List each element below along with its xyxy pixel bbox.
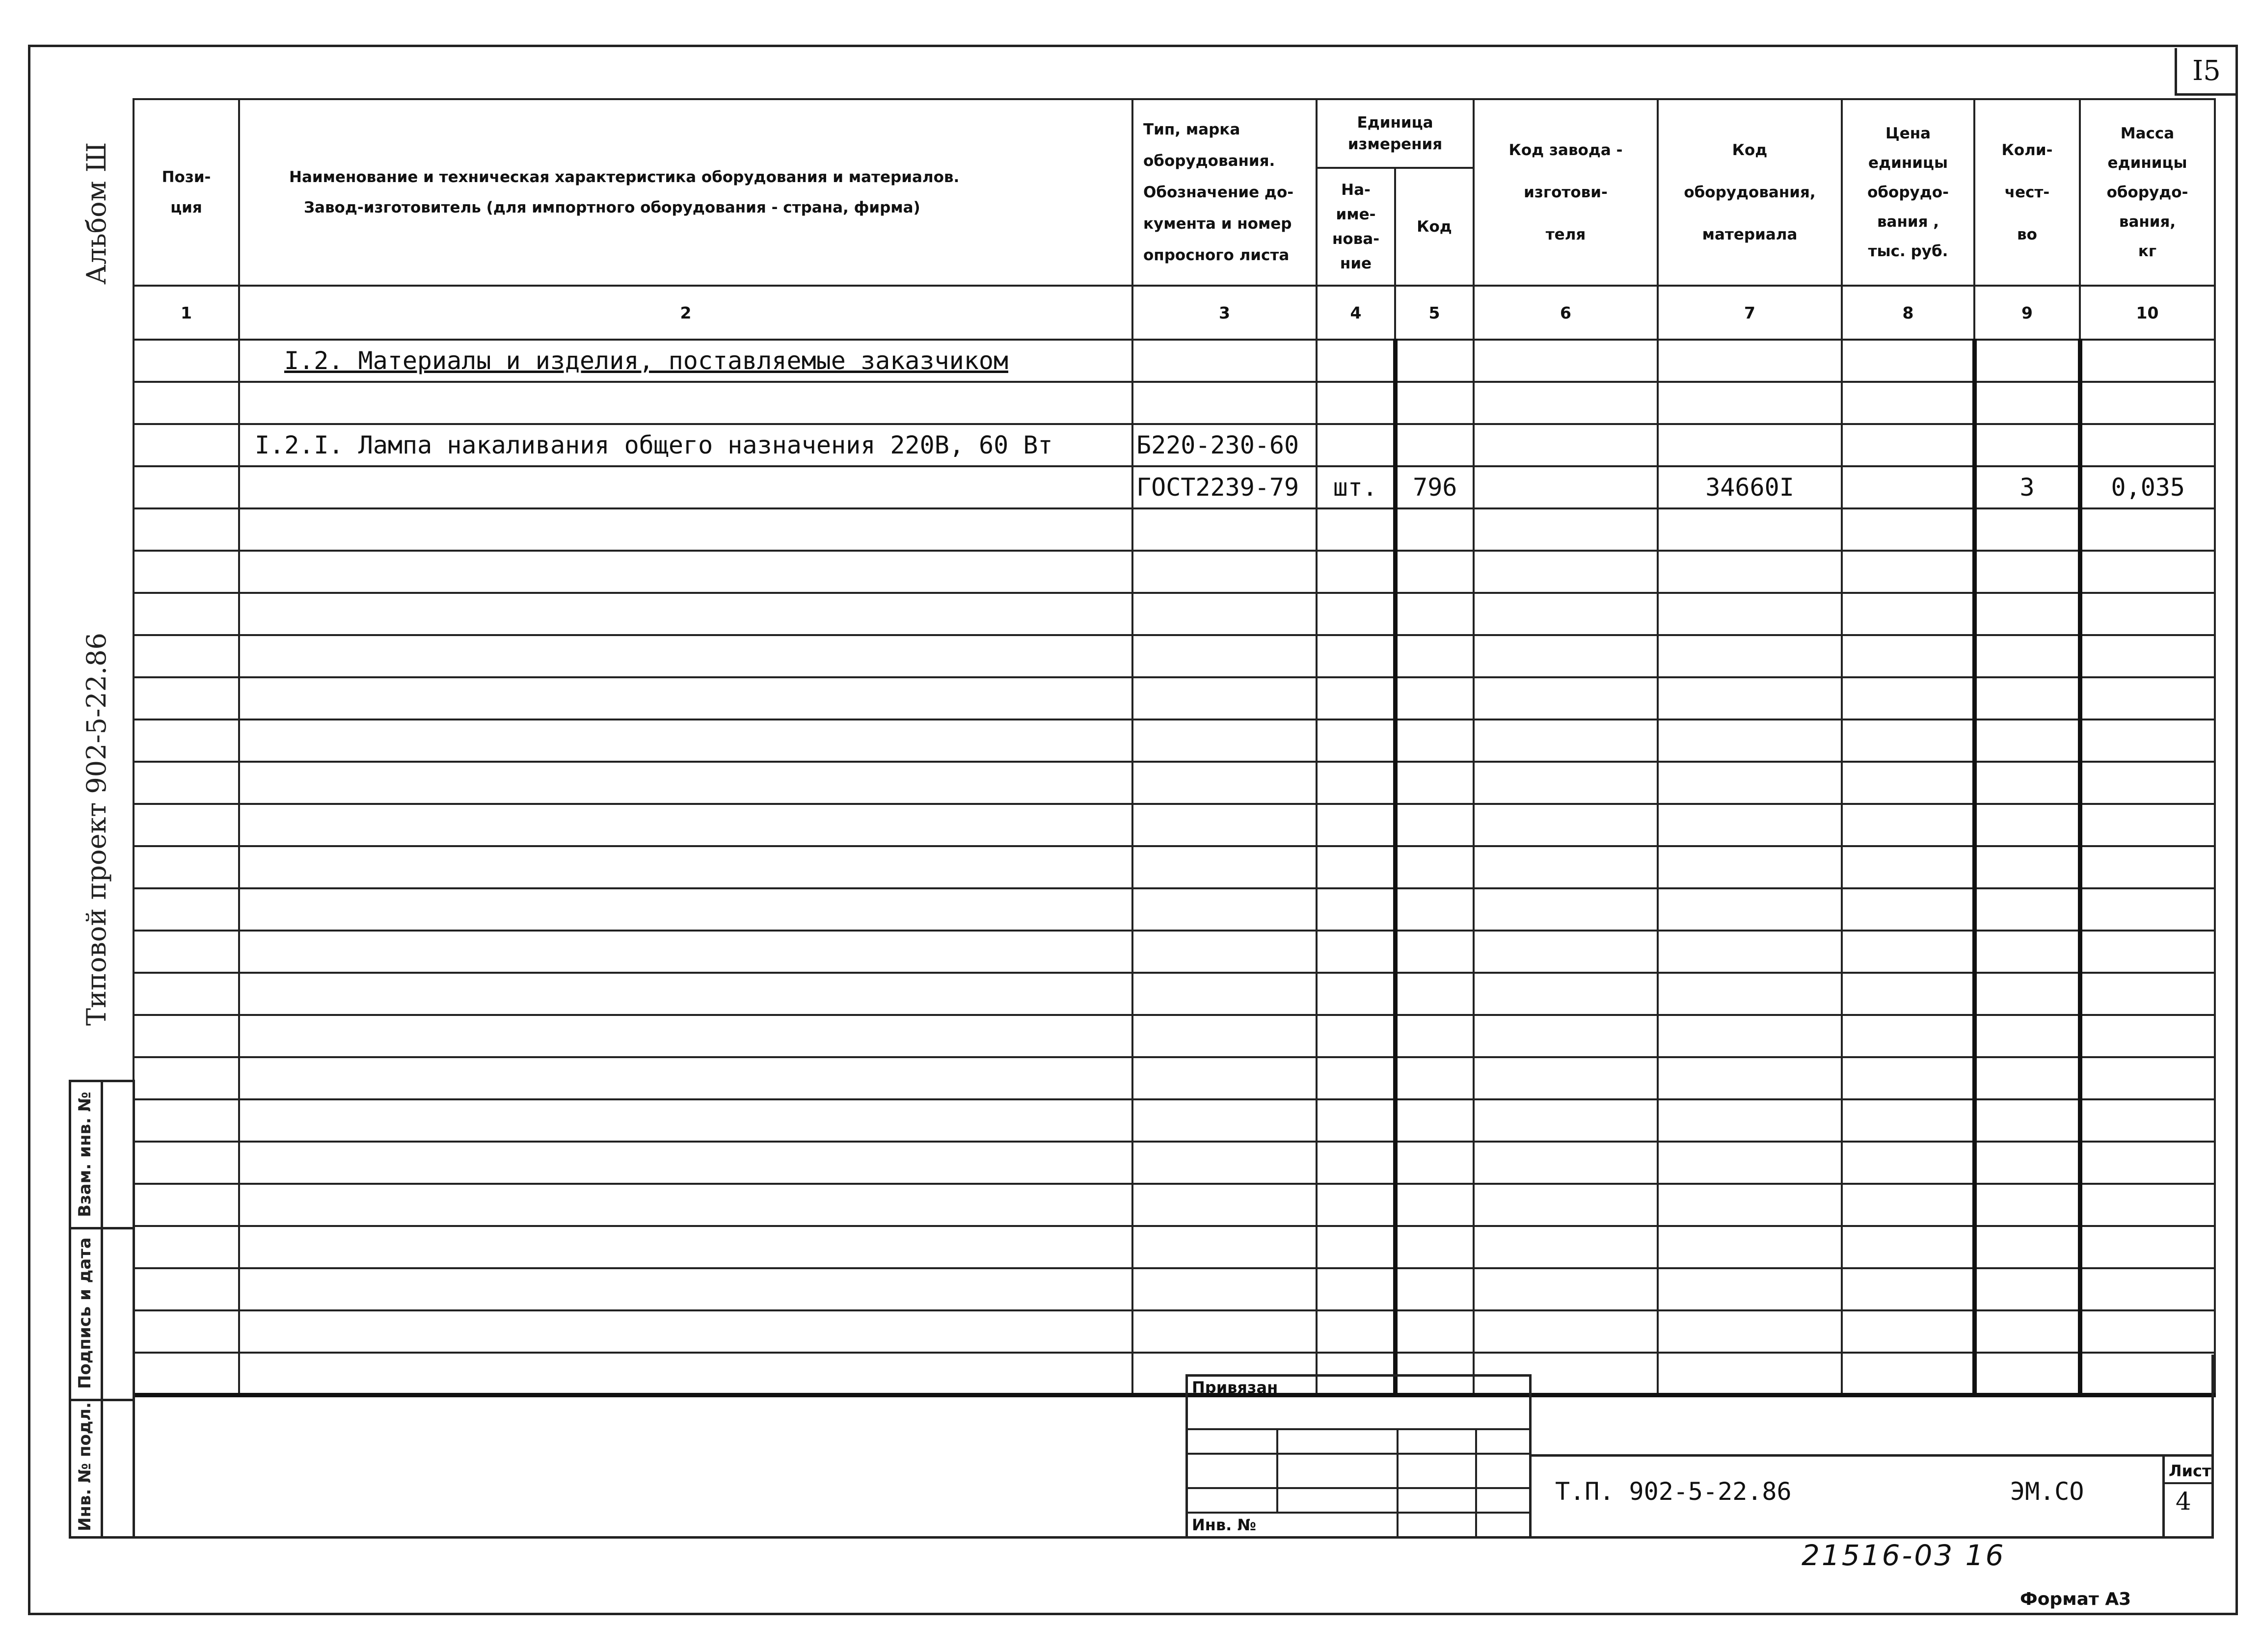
column-number: 8 bbox=[1842, 286, 1974, 340]
table-row bbox=[134, 1184, 2215, 1226]
strip-sign-label: Подпись и дата bbox=[75, 1237, 95, 1389]
format-label: Формат А3 bbox=[2020, 1589, 2131, 1609]
table-row bbox=[134, 1015, 2215, 1057]
table-row bbox=[134, 677, 2215, 719]
table-row bbox=[134, 1268, 2215, 1310]
grid-line bbox=[1185, 1428, 1532, 1430]
table-row bbox=[134, 466, 2215, 508]
table-row bbox=[134, 804, 2215, 846]
grid-line bbox=[1185, 1487, 1532, 1489]
table-row bbox=[134, 382, 2215, 424]
header-price: Цена единицы оборудо- вания , тыс. руб. bbox=[1842, 99, 1974, 286]
header-name: Наименование и техническая характеристика оборудования и материалов. Завод-изготовитель (для импортного оборудования - страна, фирма) bbox=[239, 99, 1132, 286]
grid-line bbox=[1185, 1453, 1532, 1455]
table-row bbox=[134, 1099, 2215, 1142]
header-unit-code: Код bbox=[1395, 168, 1474, 286]
strip-sep bbox=[69, 1399, 135, 1401]
grid-line bbox=[1185, 1512, 1532, 1514]
table-row bbox=[134, 888, 2215, 931]
item-name: I.2.I. Лампа накаливания общего назначения 220В, 60 Вт bbox=[255, 431, 1053, 459]
archive-number: 21516-03 16 bbox=[1802, 1539, 2006, 1572]
header-mass: Масса единицы оборудо- вания, кг bbox=[2080, 99, 2215, 286]
column-number: 5 bbox=[1395, 286, 1474, 340]
table-row bbox=[134, 1142, 2215, 1184]
strip-inv-label: Инв. № подл. bbox=[75, 1402, 95, 1531]
column-number: 7 bbox=[1658, 286, 1842, 340]
table-row bbox=[134, 762, 2215, 804]
item-equipment-code: 34660I bbox=[1705, 473, 1794, 502]
item-unit-name: шт. bbox=[1333, 473, 1377, 502]
header-factory-code: Код завода - изготови- теля bbox=[1474, 99, 1658, 286]
sheet-value: 4 bbox=[2176, 1487, 2191, 1516]
column-number: 1 bbox=[134, 286, 239, 340]
table-row bbox=[134, 635, 2215, 677]
document-code: ЭМ.СО bbox=[2010, 1477, 2084, 1506]
column-number: 9 bbox=[1974, 286, 2080, 340]
item-unit-code: 796 bbox=[1413, 473, 1457, 502]
strip-divider bbox=[101, 1080, 103, 1539]
album-label: Альбом Ш bbox=[81, 142, 112, 285]
section-title: I.2. Материалы и изделия, поставляемые заказчиком bbox=[284, 346, 1009, 375]
table-row bbox=[134, 340, 2215, 382]
table-row bbox=[134, 1310, 2215, 1353]
column-number: 2 bbox=[239, 286, 1132, 340]
item-quantity: 3 bbox=[2019, 473, 2035, 502]
header-unit: Единица измерения bbox=[1317, 99, 1474, 168]
attached-label: Привязан bbox=[1192, 1378, 1278, 1397]
project-label: Типовой проект 902-5-22.86 bbox=[81, 633, 112, 1026]
strip-sep bbox=[69, 1227, 135, 1229]
table-row bbox=[134, 973, 2215, 1015]
item-standard: ГОСТ2239-79 bbox=[1136, 473, 1299, 502]
attached-block bbox=[1185, 1374, 1532, 1539]
inv-number-label: Инв. № bbox=[1192, 1516, 1256, 1534]
table-row bbox=[134, 1057, 2215, 1099]
grid-line bbox=[1475, 1428, 1477, 1539]
sheet-label: Лист bbox=[2169, 1462, 2211, 1480]
grid-line bbox=[1397, 1428, 1399, 1539]
table-row bbox=[134, 508, 2215, 551]
specification-table bbox=[133, 98, 2216, 1397]
item-type: Б220-230-60 bbox=[1136, 431, 1299, 459]
table-row bbox=[134, 846, 2215, 888]
header-type: Тип, марка оборудования. Обозначение до- кумента и номер опросного листа bbox=[1132, 99, 1317, 286]
project-designation: Т.П. 902-5-22.86 bbox=[1555, 1477, 1792, 1506]
table-row bbox=[134, 551, 2215, 593]
grid-line bbox=[1276, 1428, 1278, 1512]
header-unit-name: На- име- нова- ние bbox=[1317, 168, 1395, 286]
column-number: 6 bbox=[1474, 286, 1658, 340]
item-mass: 0,035 bbox=[2111, 473, 2185, 502]
header-quantity: Коли- чест- во bbox=[1974, 99, 2080, 286]
table-row bbox=[134, 424, 2215, 466]
strip-replace-label: Взам. инв. № bbox=[75, 1092, 95, 1217]
table-row bbox=[134, 719, 2215, 762]
sheet-number: I5 bbox=[2175, 48, 2236, 96]
header-position: Пози- ция bbox=[134, 99, 239, 286]
column-number: 4 bbox=[1317, 286, 1395, 340]
column-number: 10 bbox=[2080, 286, 2215, 340]
table-row bbox=[134, 1226, 2215, 1268]
column-number: 3 bbox=[1132, 286, 1317, 340]
table-row bbox=[134, 593, 2215, 635]
table-row bbox=[134, 931, 2215, 973]
grid-line bbox=[2162, 1482, 2214, 1484]
header-equipment-code: Код оборудования, материала bbox=[1658, 99, 1842, 286]
